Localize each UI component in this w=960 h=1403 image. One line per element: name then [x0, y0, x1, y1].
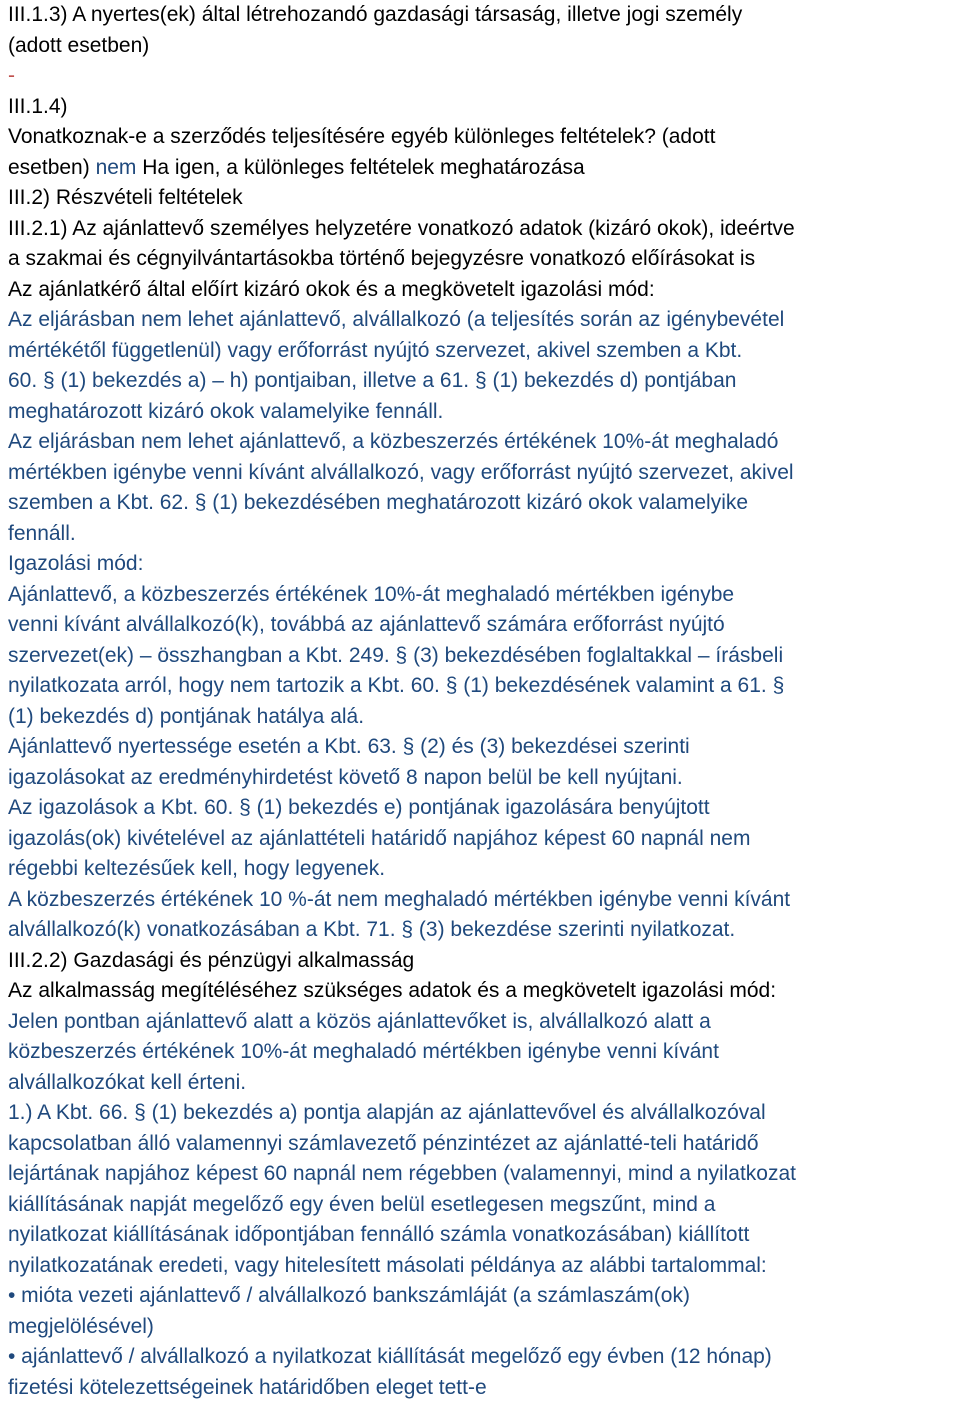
text-line: Igazolási mód:	[8, 549, 956, 580]
text-line: Ajánlattevő nyertessége esetén a Kbt. 63. § (2) és (3) bekezdései szerinti	[8, 732, 956, 763]
text-line: Az eljárásban nem lehet ajánlattevő, alvállalkozó (a teljesítés során az igénybevétel	[8, 305, 956, 336]
text-line: igazolás(ok) kivételével az ajánlattételi határidő napjához képest 60 napnál nem	[8, 824, 956, 855]
text-line: nyilatkozat kiállításának időpontjában fennálló számla vonatkozásában) kiállított	[8, 1220, 956, 1251]
text-line: Ajánlattevő, a közbeszerzés értékének 10%-át meghaladó mértékben igénybe	[8, 580, 956, 611]
text-line: Az eljárásban nem lehet ajánlattevő, a közbeszerzés értékének 10%-át meghaladó	[8, 427, 956, 458]
text-line: (adott esetben)	[8, 31, 956, 62]
text-segment: nem	[96, 156, 137, 179]
text-line: fizetési kötelezettségeinek határidőben eleget tett-e	[8, 1373, 956, 1403]
text-line: a szakmai és cégnyilvántartásokba történő bejegyzésre vonatkozó előírásokat is	[8, 244, 956, 275]
text-line: nyilatkozata arról, hogy nem tartozik a Kbt. 60. § (1) bekezdésének valamint a 61. §	[8, 671, 956, 702]
text-line: Vonatkoznak-e a szerződés teljesítésére egyéb különleges feltételek? (adott	[8, 122, 956, 153]
text-line: 1.) A Kbt. 66. § (1) bekezdés a) pontja alapján az ajánlattevővel és alvállalkozóval	[8, 1098, 956, 1129]
text-line: III.1.4)	[8, 92, 956, 123]
text-line: mértékben igénybe venni kívánt alvállalkozó, vagy erőforrást nyújtó szervezet, akivel	[8, 458, 956, 489]
text-line: III.1.3) A nyertes(ek) által létrehozandó gazdasági társaság, illetve jogi személy	[8, 0, 956, 31]
text-line: 60. § (1) bekezdés a) – h) pontjaiban, illetve a 61. § (1) bekezdés d) pontjában	[8, 366, 956, 397]
text-segment: esetben)	[8, 156, 96, 179]
text-line: Az alkalmasság megítéléséhez szükséges adatok és a megkövetelt igazolási mód:	[8, 976, 956, 1007]
text-line: lejártának napjához képest 60 napnál nem régebben (valamennyi, mind a nyilatkozat	[8, 1159, 956, 1190]
text-line: kiállításának napját megelőző egy éven belül esetlegesen megszűnt, mind a	[8, 1190, 956, 1221]
text-line: III.2) Részvételi feltételek	[8, 183, 956, 214]
text-line: szervezet(ek) – összhangban a Kbt. 249. § (3) bekezdésében foglaltakkal – írásbeli	[8, 641, 956, 672]
text-line: közbeszerzés értékének 10%-át meghaladó mértékben igénybe venni kívánt	[8, 1037, 956, 1068]
text-line: • ajánlattevő / alvállalkozó a nyilatkozat kiállítását megelőző egy évben (12 hónap)	[8, 1342, 956, 1373]
text-line: kapcsolatban álló valamennyi számlavezető pénzintézet az ajánlatté-teli határidő	[8, 1129, 956, 1160]
text-line: (1) bekezdés d) pontjának hatálya alá.	[8, 702, 956, 733]
text-line: fennáll.	[8, 519, 956, 550]
text-line: mértékétől függetlenül) vagy erőforrást nyújtó szervezet, akivel szemben a Kbt.	[8, 336, 956, 367]
text-line: III.2.1) Az ajánlattevő személyes helyzetére vonatkozó adatok (kizáró okok), ideértve	[8, 214, 956, 245]
text-line: III.2.2) Gazdasági és pénzügyi alkalmasság	[8, 946, 956, 977]
text-line: szemben a Kbt. 62. § (1) bekezdésében meghatározott kizáró okok valamelyike	[8, 488, 956, 519]
text-line: Az igazolások a Kbt. 60. § (1) bekezdés e) pontjának igazolására benyújtott	[8, 793, 956, 824]
text-line: • mióta vezeti ajánlattevő / alvállalkozó bankszámláját (a számlaszám(ok)	[8, 1281, 956, 1312]
text-line	[8, 153, 956, 184]
text-line: -	[8, 61, 956, 92]
text-line: megjelölésével)	[8, 1312, 956, 1343]
text-line: venni kívánt alvállalkozó(k), továbbá az ajánlattevő számára erőforrást nyújtó	[8, 610, 956, 641]
text-line: igazolásokat az eredményhirdetést követő 8 napon belül be kell nyújtani.	[8, 763, 956, 794]
text-line: A közbeszerzés értékének 10 %-át nem meghaladó mértékben igénybe venni kívánt	[8, 885, 956, 916]
text-line: Az ajánlatkérő által előírt kizáró okok és a megkövetelt igazolási mód:	[8, 275, 956, 306]
text-line: meghatározott kizáró okok valamelyike fennáll.	[8, 397, 956, 428]
text-line: alvállalkozó(k) vonatkozásában a Kbt. 71. § (3) bekezdése szerinti nyilatkozat.	[8, 915, 956, 946]
text-line: nyilatkozatának eredeti, vagy hitelesített másolati példánya az alábbi tartalommal:	[8, 1251, 956, 1282]
text-line: alvállalkozókat kell érteni.	[8, 1068, 956, 1099]
text-segment: Ha igen, a különleges feltételek meghatározása	[136, 156, 584, 179]
text-line: Jelen pontban ajánlattevő alatt a közös ajánlattevőket is, alvállalkozó alatt a	[8, 1007, 956, 1038]
text-line: régebbi keltezésűek kell, hogy legyenek.	[8, 854, 956, 885]
